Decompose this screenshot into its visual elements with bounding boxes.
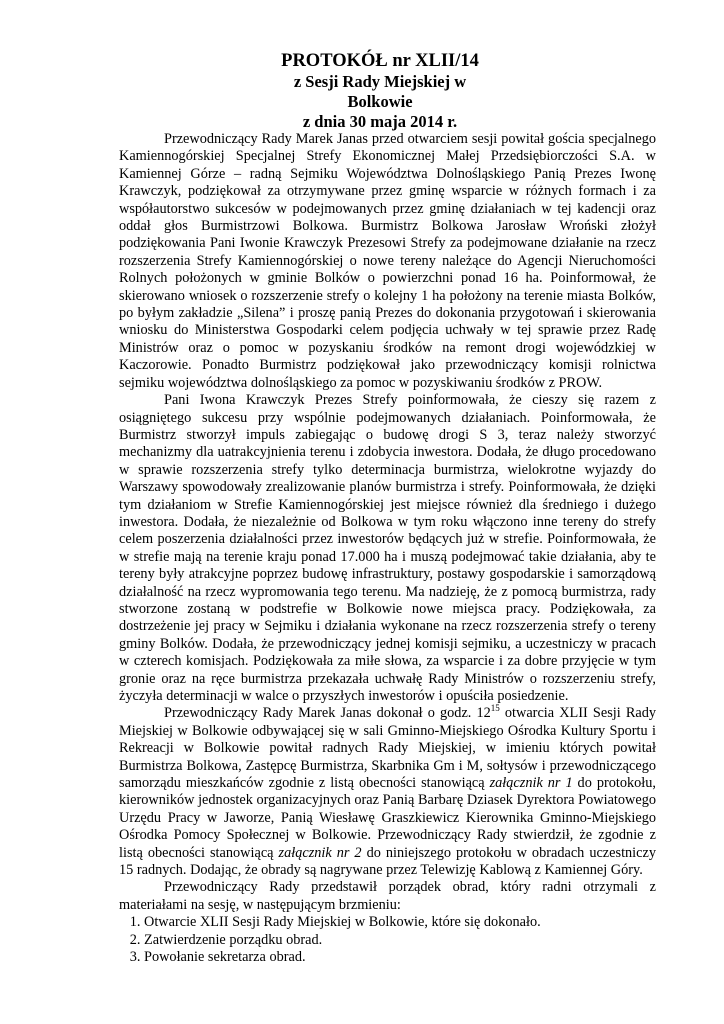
paragraph-session-opening bbox=[119, 705, 656, 879]
session-name: z Sesji Rady Miejskiej w Bolkowie bbox=[293, 72, 467, 111]
opening-text-b: otwarcia XLII Sesji Rady Miejskiej w Bolkowie odbywającej się w sali Gminno-Miejskiego Ośrodka Kultury Sportu i Rekreacji w Bolkowie powitał radnych Rady Miejskiej, w imieniu których powitał Burmistrza Bolkowa, Zastępcę Burmistrza, Skarbnika Gm i M, sołtysów i przewodniczącego samorządu mieszkańców zgodnie z listą obecności stanowiącą bbox=[119, 705, 656, 792]
agenda-list bbox=[119, 914, 656, 966]
attachment-ref-1: załącznik nr 1 bbox=[489, 775, 573, 792]
agenda-item: 2. Zatwierdzenie porządku obrad. bbox=[144, 932, 656, 949]
opening-text-c: do protokołu, kierowników jednostek organizacyjnych oraz Panią Barbarę Dziasek Dyrektora Powiatowego Urzędu Pracy w Jaworze, Panią Wiesławę Graszkiewicz Kierownika Gminno-Miejskiego Ośrodka Pomocy Społecznej w Bolkowie. Przewodniczący Rady stwierdził, że zgodnie z listą obecności stanowiącą bbox=[119, 775, 656, 861]
opening-text-a: Przewodniczący Rady Marek Janas dokonał o godz. 12 bbox=[164, 705, 491, 722]
protocol-header bbox=[280, 50, 480, 132]
paragraph-agenda-intro: Przewodniczący Rady przedstawił porządek obrad, który radni otrzymali z materiałami na sesję, w następującym brzmieniu: bbox=[119, 879, 656, 913]
paragraph-prezes-speech: Pani Iwona Krawczyk Prezes Strefy poinformowała, że cieszy się razem z osiągniętego sukcesu przy wspólnie podejmowanych działaniach. Poinformowała, że Burmistrz stworzył impuls zabiegając o budowę drogi S 3, teraz należy stworzyć mechanizmy dla uatrakcyjnienia terenu i zdobycia inwestora. Dodała, że długo procedowano w sprawie rozszerzenia strefy tylko determinacja burmistrza, wielokrotne wyjazdy do Warszawy spowodowały zrealizowanie planów burmistrza i strefy. Poinformowała, że dzięki tym działaniom w Strefie Kamiennogórskiej jest miejsce również dla średniego i dużego inwestora. Dodała, że niezależnie od Bolkowa w tym roku włączono inne tereny do strefy celem poszerzenia działalności przez inwestorów będących już w strefie. Poinformowała, że w strefie mają na terenie kraju ponad 17.000 ha i muszą podejmować takie działania, aby te tereny były atrakcyjne poprzez budowę infrastruktury, postawy gospodarskie i samorządową działalność na rzecz wypromowania tego terenu. Ma nadzieję, że z pomocą burmistrza, rady stworzone zostaną w podstrefie w Bolkowie nowe miejsca pracy. Podziękowała, za dostrzeżenie jej pracy w Sejmiku i działania wykonane na rzecz rozszerzenia strefy o tereny gminy Bolków. Dodała, że przewodniczący jednej komisji sejmiku, a uczestniczy w pracach w czterech komisjach. Podziękowała za miłe słowa, za wsparcie i za dobre przyjęcie w tym gronie oraz na ręce burmistrza przekazała uchwałę Rady Ministrów o rozszerzeniu strefy, życzyła determinacji w walce o przyszłych inwestorów i opuściła posiedzenie. bbox=[119, 392, 656, 704]
protocol-body bbox=[119, 131, 656, 967]
protocol-title: PROTOKÓŁ nr XLII/14 bbox=[281, 51, 479, 71]
attachment-ref-2: załącznik nr 2 bbox=[278, 844, 362, 861]
agenda-item: 3. Powołanie sekretarza obrad. bbox=[144, 949, 656, 966]
opening-text-d: do niniejszego protokołu w obradach uczestniczy 15 radnych. Dodając, że obrady są nagrywane przez Telewizję Kablową z Kamiennej Góry. bbox=[119, 844, 656, 879]
paragraph-opening-remarks: Przewodniczący Rady Marek Janas przed otwarciem sesji powitał gościa specjalnego Kamiennogórskiej Specjalnej Strefy Ekonomicznej Małej Przedsiębiorczości S.A. w Kamiennej Górze – radną Sejmiku Województwa Dolnośląskiego Panią Prezes Iwonę Krawczyk, podziękował za otrzymywane przez gminę wsparcie w różnych formach i za współautorstwo sukcesów w podejmowanych przez gminę działaniach w tej kadencji oraz oddał głos Burmistrzowi Bolkowa. Burmistrz Bolkowa Jarosław Wroński złożył podziękowania Pani Iwonie Krawczyk Prezesowi Strefy za podejmowane działanie na rzecz rozszerzenia Strefy Kamiennogórskiej o nowe tereny należące do Agencji Nieruchomości Rolnych położonych w gminie Bolków o powierzchni ponad 16 ha. Poinformował, że skierowano wniosek o rozszerzenie strefy o kolejny 1 ha położony na terenie miasta Bolków, po byłym zakładzie „Silena” i proszę panią Prezes do dokonania przygotowań i skierowania wniosku do Ministerstwa Gospodarki celem podjęcia uchwały w tej sprawie przez Radę Ministrów oraz o pomoc w pozyskaniu środków na remont drogi wojewódzkiej w Kaczorowie. Ponadto Burmistrz podziękował jako przewodniczący komisji rolnictwa sejmiku województwa dolnośląskiego za pomoc w pozyskiwaniu środków z PROW. bbox=[119, 131, 656, 391]
opening-time-minutes: 15 bbox=[490, 703, 500, 714]
session-date: z dnia 30 maja 2014 r. bbox=[302, 112, 458, 131]
agenda-item: 1. Otwarcie XLII Sesji Rady Miejskiej w Bolkowie, które się dokonało. bbox=[144, 914, 656, 931]
